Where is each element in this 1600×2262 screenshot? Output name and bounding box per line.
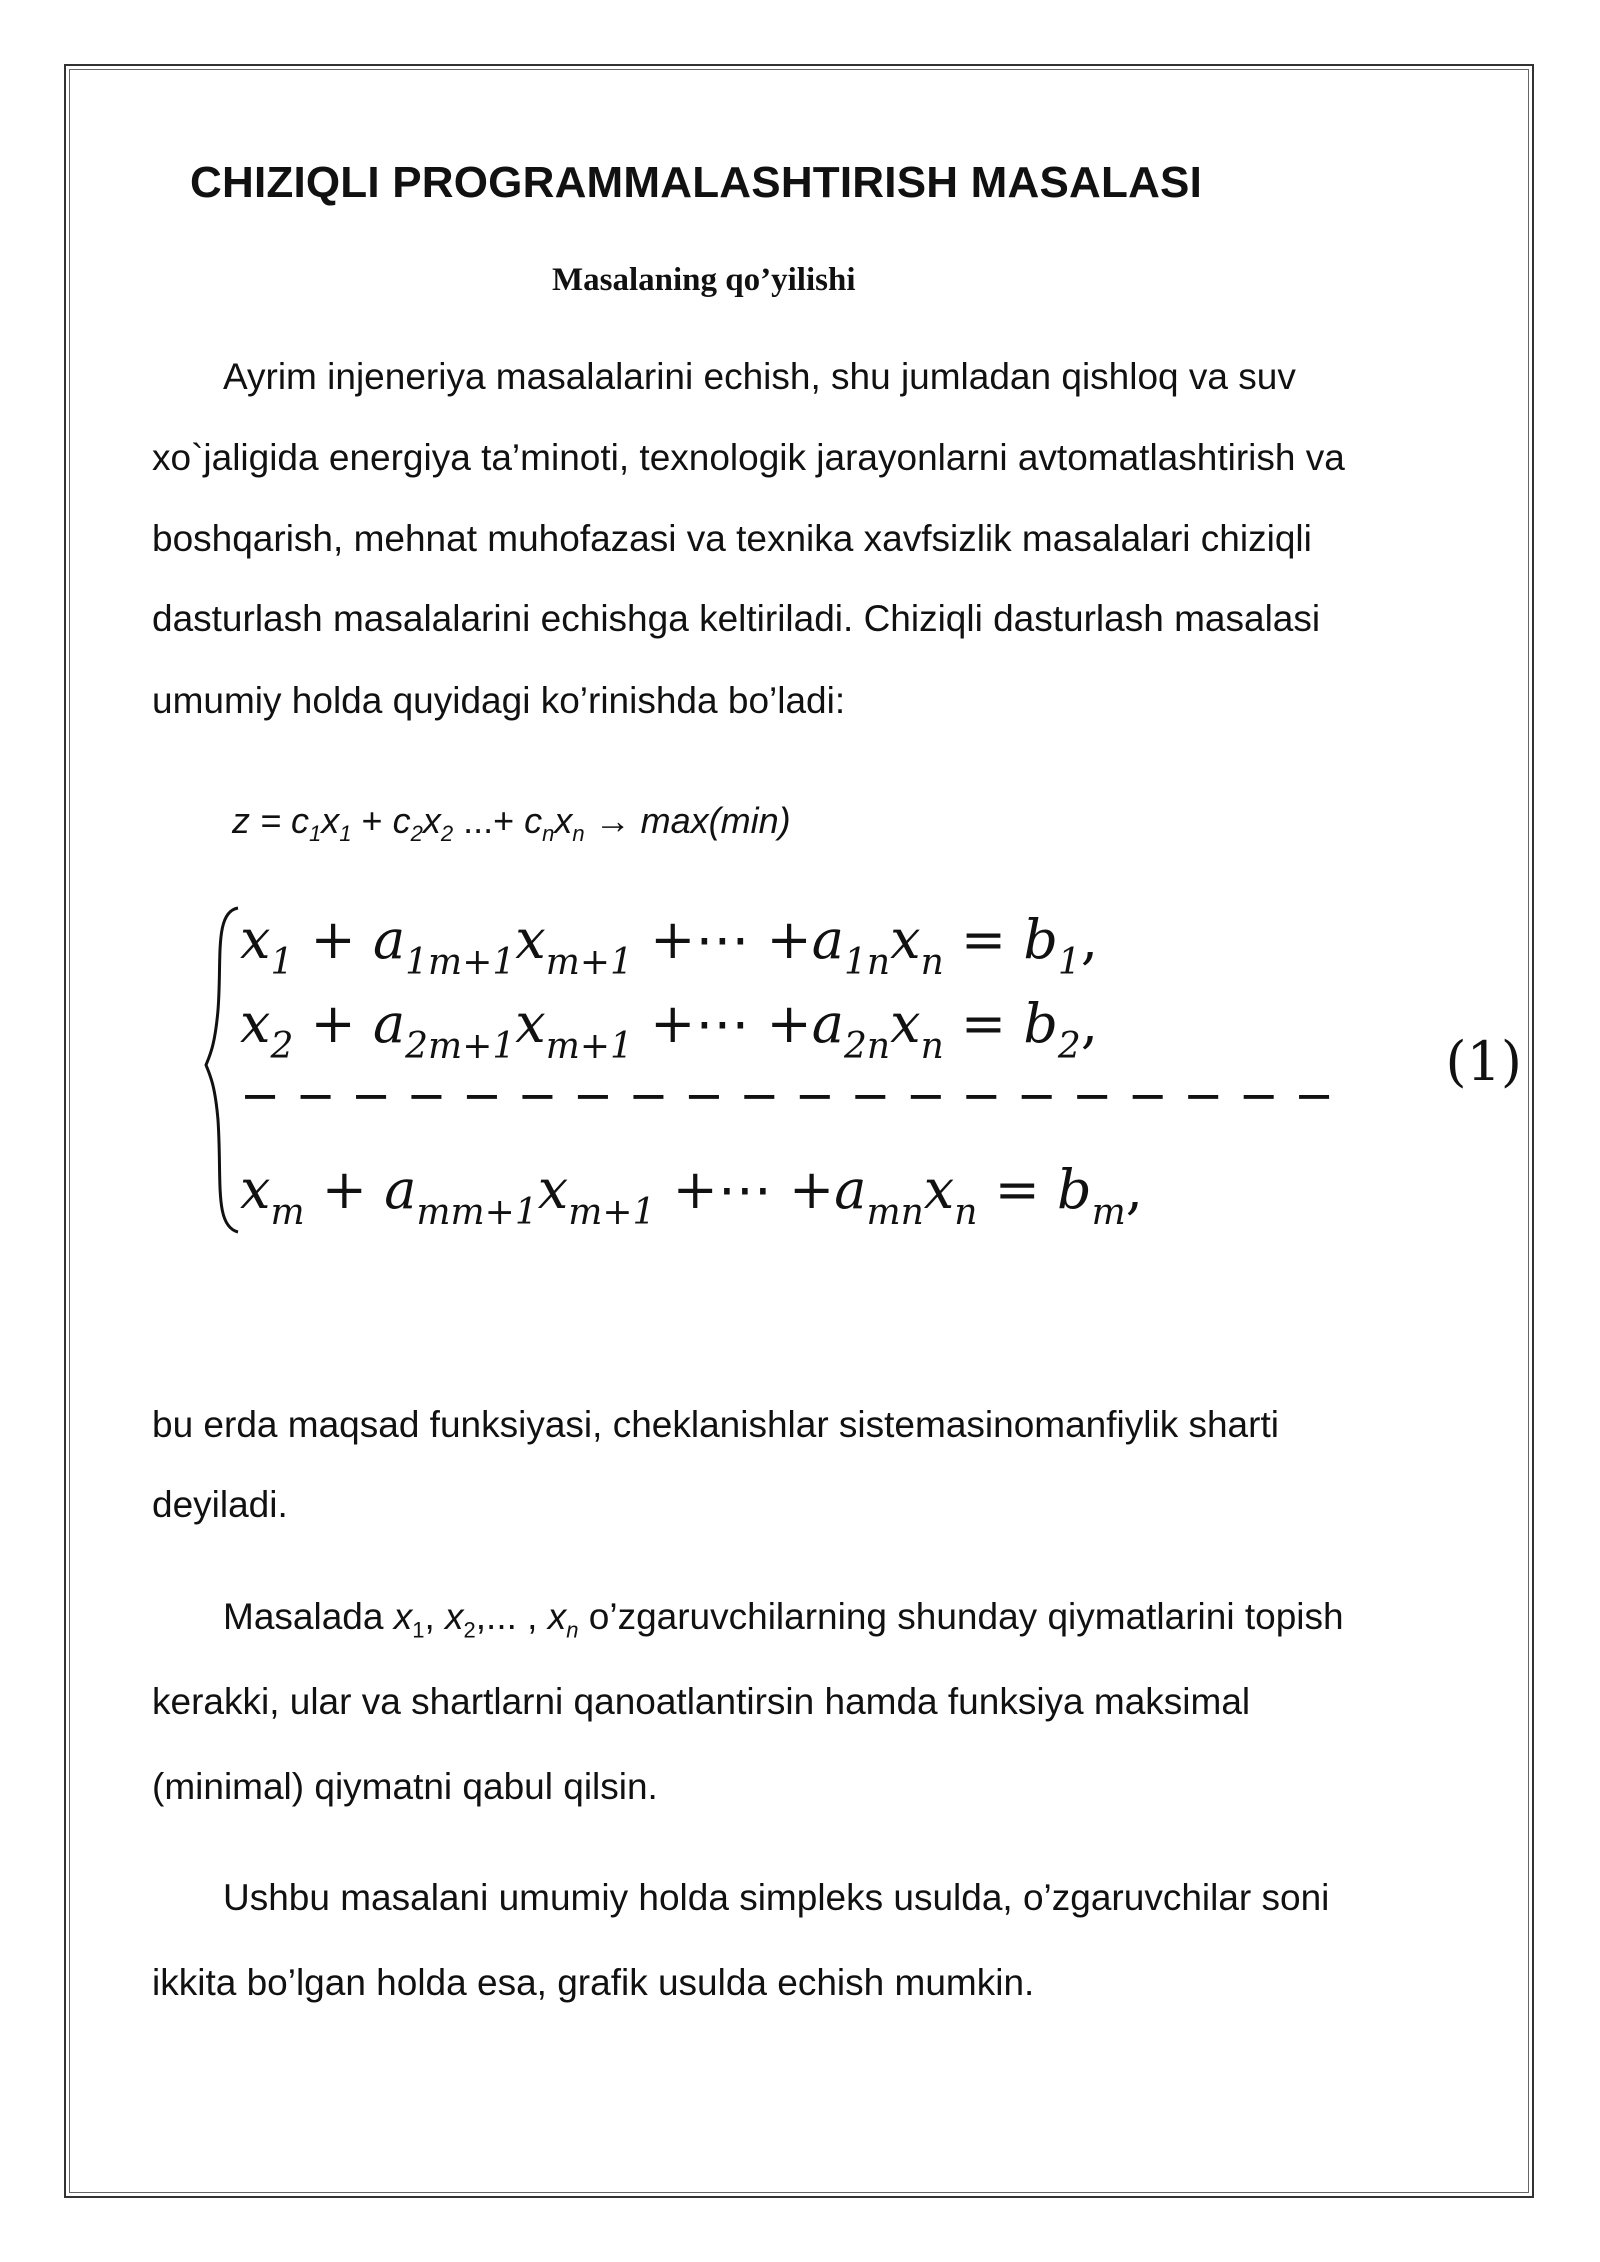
paragraph-1-line-2: xo`jaligida energiya ta’minoti, texnologik jarayonlarni avtomatlashtirish va xyxy=(152,437,1345,478)
paragraph-2-line-1: bu erda maqsad funksiyasi, cheklanishlar sistemasinomanfiylik sharti xyxy=(152,1404,1279,1445)
paragraph-1-line-1: Ayrim injeneriya masalalarini echish, shu jumladan qishloq va suv xyxy=(223,356,1296,397)
paragraph-1-line-4: dasturlash masalalarini echishga keltiriladi. Chiziqli dasturlash masalasi xyxy=(152,598,1321,639)
constraint-row-1 xyxy=(240,908,1098,983)
paragraph-1-line-5: umumiy holda quyidagi ko’rinishda bo’ladi: xyxy=(152,680,846,721)
equation-number: (1) xyxy=(1445,1030,1522,1093)
constraint-row-2 xyxy=(240,992,1098,1067)
constraint-system-graphic xyxy=(200,900,1530,1240)
paragraph-4-line-2: ikkita bo’lgan holda esa, grafik usulda echish mumkin. xyxy=(152,1962,1035,2003)
paragraph-3-line-2: kerakki, ular va shartlarni qanoatlantirsin hamda funksiya maksimal xyxy=(152,1681,1251,1722)
document-title: CHIZIQLI PROGRAMMALASHTIRISH MASALASI xyxy=(190,158,1203,207)
section-subtitle: Masalaning qo’yilishi xyxy=(552,262,856,298)
left-brace xyxy=(206,908,238,1232)
constraint-row-m xyxy=(240,1158,1143,1233)
svg-text:xm + amm+1xm+1 +⋯ +amnxn = bm,: $x_m + a_{mm+1}x_{m+1}$ +⋯ $+a_{mn}x_n = b_m$, xyxy=(240,1158,1143,1233)
paragraph-4-line-1: Ushbu masalani umumiy holda simpleks usulda, o’zgaruvchilar soni xyxy=(223,1877,1330,1918)
paragraph-2-line-2: deyiladi. xyxy=(152,1484,288,1525)
paragraph-3-line-3: (minimal) qiymatni qabul qilsin. xyxy=(152,1766,658,1807)
paragraph-3-line-1: Masalada $x_1$, $x_2$,... , $x_n$ o’zgaruvchilarning shunday qiymatlarini topish xyxy=(223,1596,1344,1643)
constraint-separator: − − − − − − − − − − − − − − − − − − − − xyxy=(240,1068,1335,1124)
objective-function: $z = c_1x_1 + c_2x_2$ ...+ $c_nx_n \to \max(\min)$ xyxy=(232,800,791,847)
svg-text:x2 + a2m+1xm+1 +⋯ +a2nxn = b2,: $x_2 + a_{2m+1}x_{m+1}$ +⋯ $+a_{2n}x_n = b_2$, xyxy=(240,992,1098,1067)
constraint-system xyxy=(200,900,1530,1240)
paragraph-1-line-3: boshqarish, mehnat muhofazasi va texnika xavfsizlik masalalari chiziqli xyxy=(152,518,1312,559)
svg-text:x1 + a1m+1xm+1 +⋯ +a1nxn = b1,: $x_1 + a_{1m+1}x_{m+1}$ +⋯ $+a_{1n}x_n = b_1$, xyxy=(240,908,1098,983)
